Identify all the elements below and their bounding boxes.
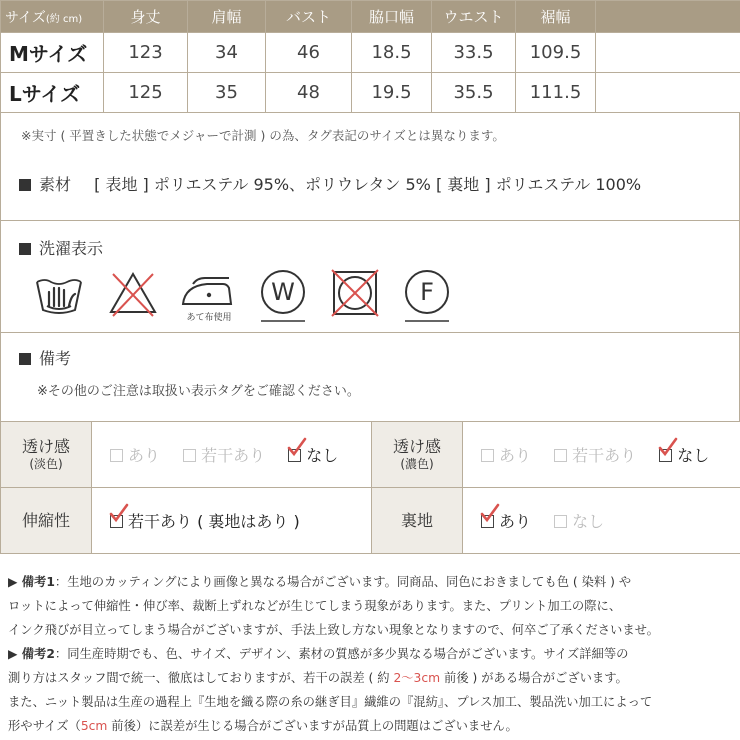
size-corner-label: サイズ(約 cm) [1, 1, 104, 33]
fabric-property-grid [0, 421, 740, 554]
info-box [0, 112, 740, 422]
remarks-heading: 備考 [39, 349, 72, 368]
care-symbols [33, 266, 473, 326]
option-checkbox: 若干あり [183, 443, 265, 466]
hand-wash-icon [33, 266, 85, 326]
square-bullet-icon [19, 243, 31, 255]
sheer-light-options [92, 422, 372, 488]
remarks-section-heading [19, 346, 71, 369]
dry-clean-letter: F [420, 278, 434, 306]
remarks-text: ※その他のご注意は取扱い表示タグをご確認ください。 [37, 384, 360, 399]
lining-label: 裏地 [372, 488, 463, 554]
col-header-length: 身丈 [104, 1, 188, 33]
table-cell: 33.5 [432, 33, 516, 73]
table-cell: 35.5 [432, 73, 516, 113]
square-bullet-icon [19, 179, 31, 191]
table-cell: 125 [104, 73, 188, 113]
wet-clean-icon [257, 266, 309, 326]
sheer-light-label: 透け感 (淡色) [1, 422, 92, 488]
col-header-hem: 裾幅 [516, 1, 596, 33]
divider [1, 332, 739, 333]
note2-line: 測り方はスタッフ間で統一、徹底はしておりますが、若干の誤差 ( 約 2～3cm 前後 ) がある場合がございます。 [8, 671, 628, 685]
note2-line: ▶ 備考2：同生産時期でも、色、サイズ、デザイン、素材の質感が多少異なる場合がございます。サイズ詳細等の [8, 647, 629, 661]
option-checkbox: なし [554, 509, 604, 532]
wet-clean-letter: W [271, 278, 295, 306]
row-label-m: Mサイズ [1, 33, 104, 73]
row-label-l: Lサイズ [1, 73, 104, 113]
col-header-waist: ウエスト [432, 1, 516, 33]
sheer-dark-options [463, 422, 740, 488]
no-tumble-dry-icon [329, 266, 381, 326]
table-row [1, 422, 740, 488]
stretch-label: 伸縮性 [1, 488, 92, 554]
note2-line: また、ニット製品は生産の過程上『生地を織る際の糸の継ぎ目』繊維の『混紡』、プレス加工、製品洗い加工によって [8, 695, 653, 709]
table-cell: 34 [188, 33, 266, 73]
table-cell: 18.5 [352, 33, 432, 73]
option-checkbox: あり [481, 443, 531, 466]
col-header-shoulder: 肩幅 [188, 1, 266, 33]
divider [1, 220, 739, 221]
wash-section-heading [19, 236, 103, 259]
option-checkbox-checked: 若干あり ( 裏地はあり ) [110, 509, 300, 532]
col-header-armhole: 脇口幅 [352, 1, 432, 33]
no-bleach-icon [107, 266, 159, 326]
wash-heading: 洗濯表示 [39, 239, 104, 258]
note1-line: ▶ 備考1：生地のカッティングにより画像と異なる場合がございます。同商品、同色におきましても色 ( 染料 ) や [8, 575, 632, 589]
dry-clean-f-icon [401, 266, 453, 326]
table-row [1, 33, 740, 73]
table-cell: 123 [104, 33, 188, 73]
option-checkbox: あり [110, 443, 160, 466]
stretch-options [92, 488, 372, 554]
material-section [19, 172, 641, 195]
option-checkbox-checked: あり [481, 509, 531, 532]
table-cell: 19.5 [352, 73, 432, 113]
table-cell-empty [596, 33, 740, 73]
iron-low-icon [179, 266, 239, 326]
table-cell: 109.5 [516, 33, 596, 73]
size-table-header [1, 1, 740, 33]
table-cell: 35 [188, 73, 266, 113]
note1-line: ロットによって伸縮性・伸び率、裁断上ずれなどが生じてしまう現象があります。また、プリント加工の際に、 [8, 599, 622, 613]
table-row [1, 488, 740, 554]
option-checkbox: 若干あり [554, 443, 636, 466]
lining-options [463, 488, 740, 554]
size-table [0, 0, 740, 113]
iron-caption: あて布使用 [186, 313, 232, 323]
table-cell: 111.5 [516, 73, 596, 113]
checkmark-icon [108, 503, 130, 525]
material-text: [ 表地 ] ポリエステル 95%、ポリウレタン 5% [ 裏地 ] ポリエステル 100% [94, 175, 642, 194]
footer-notes [8, 570, 734, 738]
option-checkbox-checked: なし [288, 443, 338, 466]
square-bullet-icon [19, 353, 31, 365]
sheer-dark-label: 透け感 (濃色) [372, 422, 463, 488]
checkmark-icon [657, 437, 679, 459]
table-row [1, 73, 740, 113]
table-cell-empty [596, 73, 740, 113]
option-checkbox-checked: なし [659, 443, 709, 466]
measurement-note: ※実寸 ( 平置きした状態でメジャーで計測 ) の為、タグ表記のサイズとは異なります。 [21, 128, 505, 143]
note1-line: インク飛びが目立ってしまう場合がございますが、手法上致し方ない現象となりますので、何卒ご了承くださいませ。 [8, 623, 659, 637]
col-header-empty [596, 1, 740, 33]
note2-line: 形やサイズ（5cm 前後）に誤差が生じる場合がございますが品質上の問題はございません。 [8, 719, 518, 733]
table-cell: 48 [266, 73, 352, 113]
checkmark-icon [286, 437, 308, 459]
material-heading: 素材 [39, 175, 72, 194]
checkmark-icon [479, 503, 501, 525]
col-header-bust: バスト [266, 1, 352, 33]
table-cell: 46 [266, 33, 352, 73]
